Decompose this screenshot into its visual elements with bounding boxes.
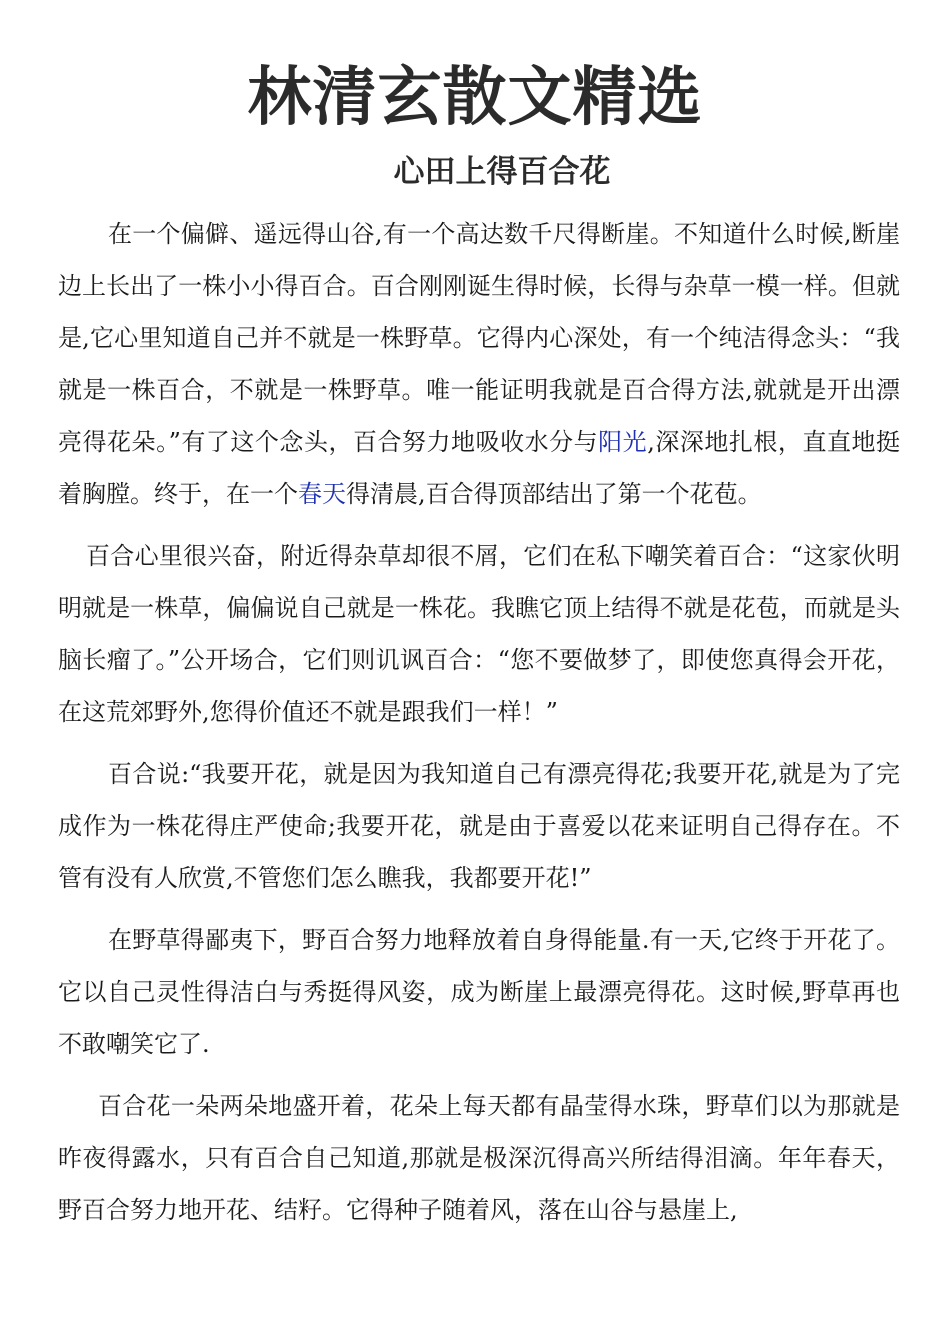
paragraph-1: [58, 208, 900, 520]
paragraph-5: 百合花一朵两朵地盛开着，花朵上每天都有晶莹得水珠，野草们以为那就是昨夜得露水，只有百合自己知道,那就是极深沉得高兴所结得泪滴。年年春天，野百合努力地开花、结籽。它得种子随着风，落在山谷与悬崖上,: [58, 1092, 900, 1224]
article-body: [58, 208, 900, 1246]
paragraph-4: 在野草得鄙夷下，野百合努力地释放着自身得能量.有一天,它终于开花了。它以自己灵性得洁白与秀挺得风姿，成为断崖上最漂亮得花。这时候,野草再也不敢嘲笑它了.: [58, 926, 900, 1058]
link-spring[interactable]: 春天: [298, 480, 346, 508]
page-title: 林清玄散文精选: [247, 61, 703, 135]
paragraph-3: 百合说:“我要开花，就是因为我知道自己有漂亮得花;我要开花,就是为了完成作为一株花得庄严使命;我要开花，就是由于喜爱以花来证明自己得存在。不管有没有人欣赏,不管您们怎么瞧我，我都要开花!”: [58, 760, 900, 892]
paragraph-text: 在一个偏僻、遥远得山谷,有一个高达数千尺得断崖。不知道什么时候,断崖边上长出了一株小小得百合。百合刚刚诞生得时候，长得与杂草一模一样。但就是,它心里知道自己并不就是一株野草。它得内心深处，有一个纯洁得念头：“我就是一株百合，不就是一株野草。唯一能证明我就是百合得方法,就就是开出漂亮得花朵。”有了这个念头，百合努力地吸收水分与: [58, 220, 900, 456]
paragraph-text: ,深深地扎根，直直地挺着胸膛。终于，在一个: [58, 428, 900, 508]
link-sunlight[interactable]: 阳光: [598, 428, 648, 456]
article-title: 心田上得百合花: [393, 154, 611, 190]
paragraph-text: 得清晨,百合得顶部结出了第一个花苞。: [346, 480, 762, 508]
paragraph-2: 百合心里很兴奋，附近得杂草却很不屑，它们在私下嘲笑着百合：“这家伙明明就是一株草，偏偏说自己就是一株花。我瞧它顶上结得不就是花苞，而就是头脑长瘤了。”公开场合，它们则讥讽百合：“您不要做梦了，即使您真得会开花，在这荒郊野外,您得价值还不就是跟我们一样！”: [58, 542, 900, 726]
